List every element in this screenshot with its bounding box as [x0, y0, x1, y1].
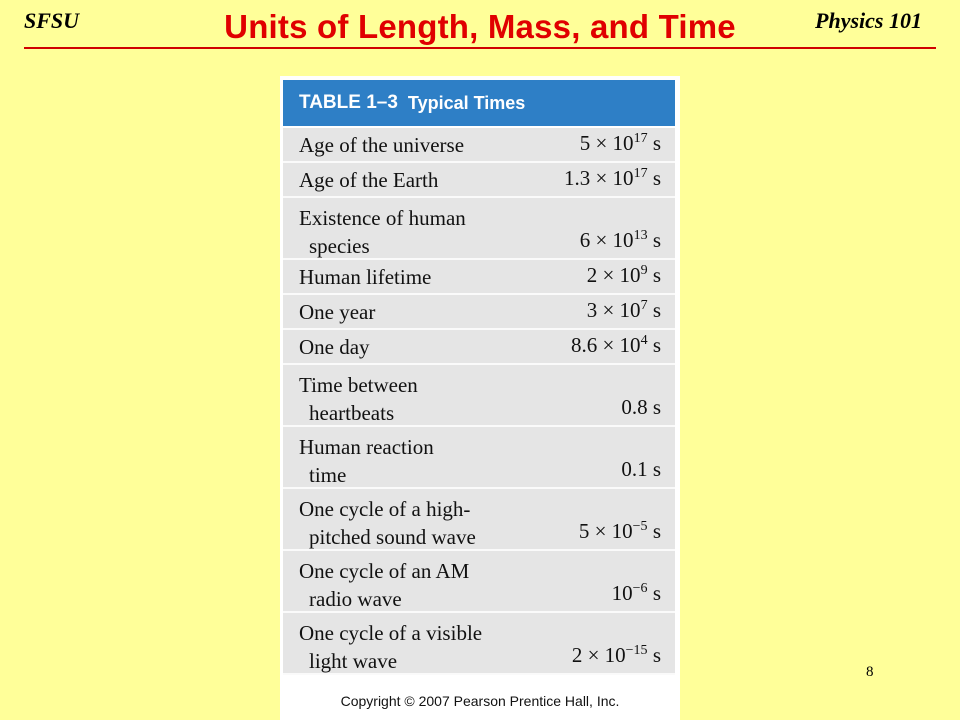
row-value — [564, 161, 661, 191]
table-row — [283, 295, 675, 330]
table-row — [283, 330, 675, 365]
table-row — [283, 613, 675, 675]
table-caption: Typical Times — [407, 92, 526, 113]
value-exponent: −5 — [632, 519, 648, 534]
value-exponent: 4 — [640, 333, 648, 348]
value-exponent: −6 — [632, 581, 648, 596]
row-label-line: One cycle of a visible — [299, 621, 483, 645]
row-label — [299, 298, 375, 326]
row-value — [580, 126, 661, 156]
row-label-line: One cycle of an AM — [299, 559, 470, 583]
value-unit: s — [647, 298, 661, 322]
row-label — [299, 433, 434, 489]
row-label-line: One cycle of a high- — [299, 497, 471, 521]
table-row — [283, 489, 675, 551]
value-coefficient: 2 × 10 — [586, 263, 641, 287]
value-exponent: 13 — [633, 228, 648, 243]
row-label — [299, 263, 431, 291]
row-label-line: species — [309, 234, 370, 258]
row-label — [299, 371, 418, 427]
value-coefficient: 10 — [611, 581, 633, 605]
slide-number: 8 — [866, 664, 874, 680]
value-coefficient: 5 × 10 — [578, 519, 633, 543]
row-label — [299, 166, 438, 194]
value-exponent: 7 — [640, 298, 648, 313]
table-body — [283, 128, 675, 675]
value-coefficient: 3 × 10 — [586, 298, 641, 322]
row-value — [587, 293, 661, 323]
row-label-line: One day — [299, 335, 370, 359]
typical-times-table — [280, 76, 680, 720]
row-value — [572, 638, 661, 668]
table-row — [283, 365, 675, 427]
table-row — [283, 260, 675, 295]
table-row — [283, 163, 675, 198]
value-exponent: 17 — [633, 131, 648, 146]
row-label-line: time — [309, 463, 347, 487]
row-label — [299, 557, 469, 613]
value-unit: s — [647, 519, 661, 543]
value-unit: s — [647, 228, 661, 252]
header-divider — [24, 47, 936, 49]
table-row — [283, 427, 675, 489]
row-value — [621, 456, 661, 482]
row-value — [579, 514, 661, 544]
value-coefficient: 0.8 s — [621, 395, 661, 419]
value-coefficient: 0.1 s — [621, 457, 661, 481]
value-coefficient: 8.6 × 10 — [570, 333, 641, 357]
row-value — [580, 223, 661, 253]
row-value — [587, 258, 661, 288]
row-label-line: pitched sound wave — [309, 525, 476, 549]
row-label-line: Human lifetime — [299, 265, 432, 289]
value-coefficient: 5 × 10 — [579, 131, 634, 155]
value-unit: s — [647, 643, 661, 667]
value-coefficient: 1.3 × 10 — [563, 166, 634, 190]
value-unit: s — [647, 263, 661, 287]
value-unit: s — [647, 166, 661, 190]
row-value — [621, 394, 661, 420]
row-label-line: Age of the universe — [299, 133, 465, 157]
course-name: Physics 101 — [815, 8, 922, 33]
value-unit: s — [647, 333, 661, 357]
copyright-notice: Copyright © 2007 Pearson Prentice Hall, Inc. — [340, 693, 620, 709]
row-label-line: Time between — [299, 373, 418, 397]
row-label — [299, 204, 466, 260]
row-value — [612, 576, 661, 606]
table-row — [283, 551, 675, 613]
value-exponent: −15 — [625, 643, 648, 658]
row-label — [299, 495, 476, 551]
row-label-line: One year — [299, 300, 376, 324]
row-label-line: heartbeats — [309, 401, 395, 425]
table-row — [283, 128, 675, 163]
table-row — [283, 198, 675, 260]
row-label-line: Human reaction — [299, 435, 434, 459]
value-exponent: 17 — [633, 166, 648, 181]
row-label-line: radio wave — [309, 587, 402, 611]
row-label-line: Existence of human — [299, 206, 466, 230]
table-header — [283, 80, 675, 126]
value-coefficient: 2 × 10 — [571, 643, 626, 667]
value-unit: s — [647, 131, 661, 155]
table-number: TABLE 1–3 — [299, 92, 398, 113]
value-unit: s — [647, 581, 661, 605]
row-label-line: light wave — [309, 649, 398, 673]
course-code: SFSU — [24, 8, 80, 33]
value-exponent: 9 — [640, 263, 648, 278]
row-value — [571, 328, 661, 358]
value-coefficient: 6 × 10 — [579, 228, 634, 252]
row-label-line: Age of the Earth — [299, 168, 439, 192]
row-label — [299, 333, 370, 361]
row-label — [299, 131, 464, 159]
row-label — [299, 619, 482, 675]
slide-title: Units of Length, Mass, and Time — [224, 8, 736, 45]
